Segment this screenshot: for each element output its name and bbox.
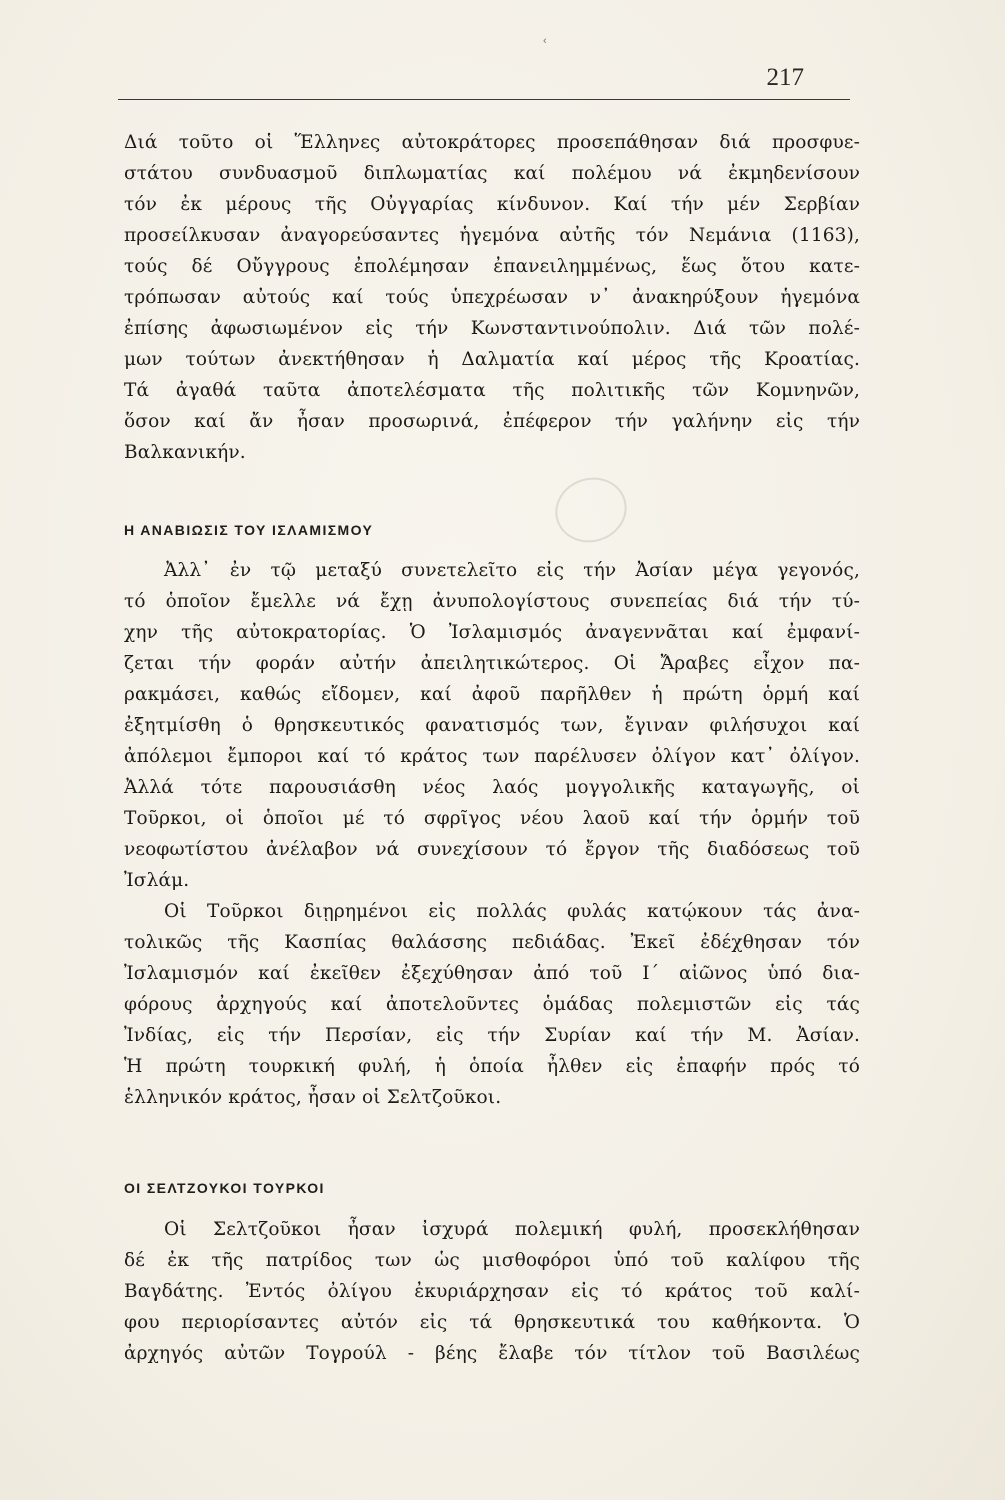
printer-mark: ‹ (543, 35, 547, 47)
text-line: τρόπωσαν αὐτούς καί τούς ὑπεχρέωσαν ν᾽ ἀνακηρύξουν ἡγεμόνα (124, 287, 860, 308)
section-heading-islam: Η ΑΝΑΒΙΩΣΙΣ ΤΟΥ ΙΣΛΑΜΙΣΜΟΥ (124, 522, 374, 538)
text-line: ἀπόλεμοι ἔμποροι καί τό κράτος των παρέλυσεν ὀλίγον κατ᾽ ὀλίγον. (124, 746, 860, 767)
text-line: Βαγδάτης. Ἐντός ὀλίγου ἐκυριάρχησαν εἰς τό κράτος τοῦ καλί- (124, 1281, 860, 1302)
section-heading-seljuks: ΟΙ ΣΕΛΤΖΟΥΚΟΙ ΤΟΥΡΚΟΙ (124, 1180, 325, 1196)
text-line: φόρους ἀρχηγούς καί ἀποτελοῦντες ὁμάδας πολεμιστῶν εἰς τάς (124, 994, 860, 1015)
text-line: τό ὁποῖον ἔμελλε νά ἔχῃ ἀνυπολογίστους συνεπείας διά τήν τύ- (124, 591, 860, 612)
text-line: φου περιορίσαντες αὐτόν εἰς τά θρησκευτικά του καθήκοντα. Ὁ (124, 1312, 860, 1333)
text-line: προσείλκυσαν ἀναγορεύσαντες ἡγεμόνα αὐτῆς τόν Νεμάνια (1163), (124, 225, 860, 246)
text-line: Ἰνδίας, εἰς τήν Περσίαν, εἰς τήν Συρίαν καί τήν Μ. Ἀσίαν. (124, 1025, 860, 1046)
text-line: δέ ἐκ τῆς πατρίδος των ὡς μισθοφόροι ὑπό τοῦ καλίφου τῆς (124, 1250, 860, 1271)
text-line: ἐπίσης ἀφωσιωμένον εἰς τήν Κωνσταντινούπολιν. Διά τῶν πολέ- (124, 318, 860, 339)
text-line: Οἱ Τοῦρκοι διῃρημένοι εἰς πολλάς φυλάς κατῴκουν τάς ἀνα- (164, 901, 860, 922)
text-line: Διά τοῦτο οἱ Ἕλληνες αὐτοκράτορες προσεπάθησαν διά προσφυε- (124, 132, 860, 153)
text-line: νεοφωτίστου ἀνέλαβον νά συνεχίσουν τό ἔργον τῆς διαδόσεως τοῦ (124, 839, 860, 860)
text-line: ἀρχηγός αὐτῶν Τογρούλ - βέης ἔλαβε τόν τίτλον τοῦ Βασιλέως (124, 1343, 860, 1364)
paragraph-islam (124, 555, 860, 1113)
header-rule (118, 99, 850, 100)
text-line: ρακμάσει, καθώς εἴδομεν, καί ἀφοῦ παρῆλθεν ἡ πρώτη ὁρμή καί (124, 684, 860, 705)
text-line: τόν ἐκ μέρους τῆς Οὐγγαρίας κίνδυνον. Καί τήν μέν Σερβίαν (124, 194, 860, 215)
text-line: Τά ἀγαθά ταῦτα ἀποτελέσματα τῆς πολιτικῆς τῶν Κομνηνῶν, (124, 380, 860, 401)
paragraph-seljuks (124, 1214, 860, 1369)
text-line: Βαλκανικήν. (124, 442, 246, 463)
text-line: Ἀλλ᾽ ἐν τῷ μεταξύ συνετελεῖτο εἰς τήν Ἀσίαν μέγα γεγονός, (164, 560, 860, 581)
text-line: Ἰσλάμ. (124, 870, 190, 891)
text-line: στάτου συνδυασμοῦ διπλωματίας καί πολέμου νά ἐκμηδενίσουν (124, 163, 860, 184)
faint-stamp (547, 468, 635, 551)
text-line: ὅσον καί ἄν ἦσαν προσωρινά, ἐπέφερον τήν γαλήνην εἰς τήν (124, 411, 860, 432)
text-line: Ἀλλά τότε παρουσιάσθη νέος λαός μογγολικῆς καταγωγῆς, οἱ (124, 777, 860, 798)
text-line: Οἱ Σελτζοῦκοι ἦσαν ἰσχυρά πολεμική φυλή, προσεκλήθησαν (164, 1219, 860, 1240)
text-line: μων τούτων ἀνεκτήθησαν ἡ Δαλματία καί μέρος τῆς Κροατίας. (124, 349, 860, 370)
text-line: χην τῆς αὐτοκρατορίας. Ὁ Ἰσλαμισμός ἀναγεννᾶται καί ἐμφανί- (124, 622, 860, 643)
text-line: ἑλληνικόν κράτος, ἦσαν οἱ Σελτζοῦκοι. (124, 1087, 502, 1108)
text-line: τούς δέ Οὔγγρους ἐπολέμησαν ἐπανειλημμένως, ἕως ὅτου κατε- (124, 256, 860, 277)
text-line: Ἰσλαμισμόν καί ἐκεῖθεν ἐξεχύθησαν ἀπό τοῦ Ι´ αἰῶνος ὑπό δια- (124, 963, 860, 984)
text-line: ζεται τήν φοράν αὐτήν ἀπειλητικώτερος. Οἱ Ἄραβες εἶχον πα- (124, 653, 860, 674)
text-line: Τοῦρκοι, οἱ ὁποῖοι μέ τό σφρῖγος νέου λαοῦ καί τήν ὁρμήν τοῦ (124, 808, 860, 829)
text-line: τολικῶς τῆς Κασπίας θαλάσσης πεδιάδας. Ἐκεῖ ἐδέχθησαν τόν (124, 932, 860, 953)
text-line: Ἡ πρώτη τουρκική φυλή, ἡ ὁποία ἦλθεν εἰς ἐπαφήν πρός τό (124, 1056, 860, 1077)
page-number: 217 (766, 64, 804, 91)
text-line: ἐξητμίσθη ὁ θρησκευτικός φανατισμός των, ἔγιναν φιλήσυχοι καί (124, 715, 860, 736)
paragraph-komnenoi (124, 127, 860, 468)
